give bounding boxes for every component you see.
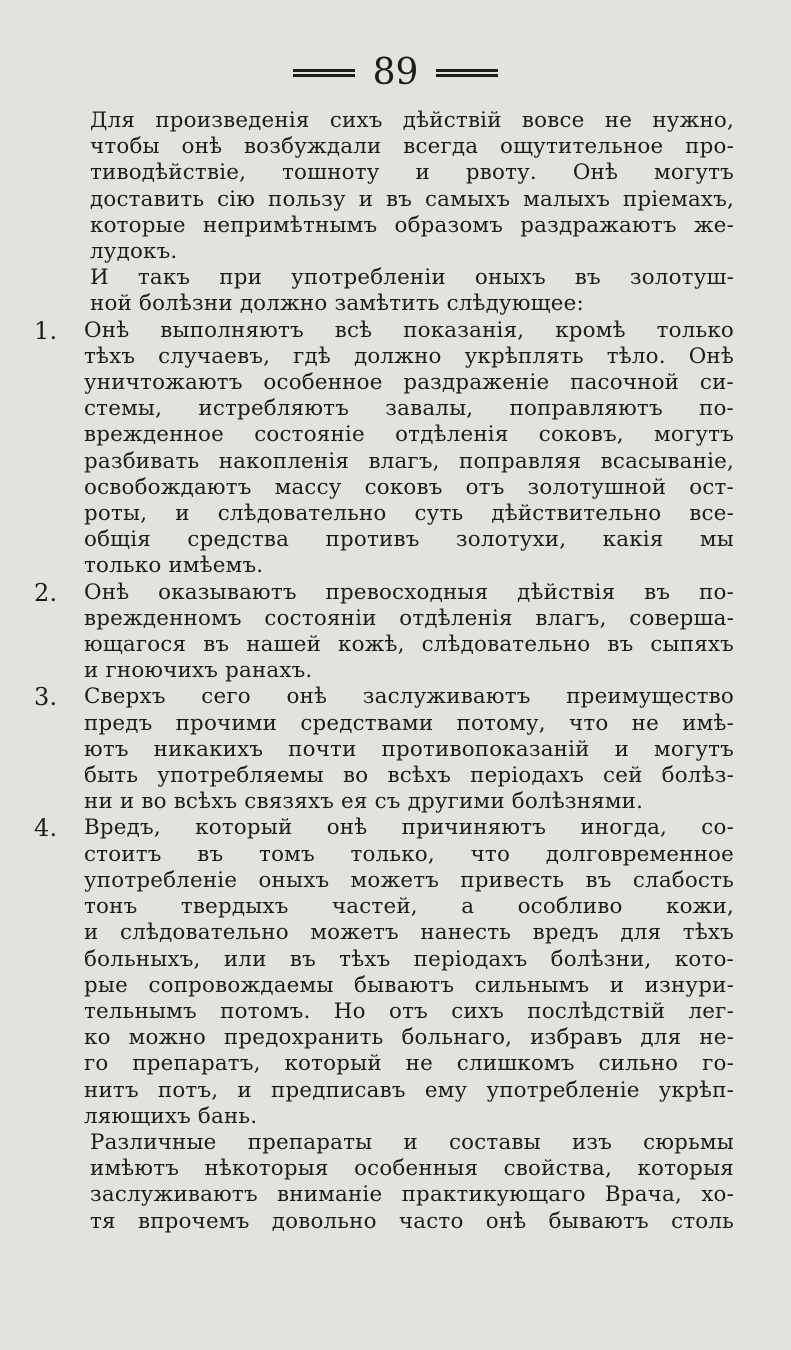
item-number: 1. bbox=[34, 316, 58, 345]
text-line: стоитъ въ томъ только, что долговременное bbox=[84, 841, 734, 867]
text-line: которые непримѣтнымъ образомъ раздражаютъ же- bbox=[90, 212, 734, 238]
text-line: ютъ никакихъ почти противопоказаній и могутъ bbox=[84, 736, 734, 762]
intro-paragraph bbox=[34, 108, 734, 265]
text-line: уничтожаютъ особенное раздраженіе пасочной си- bbox=[84, 370, 734, 396]
text-line: больныхъ, или въ тѣхъ періодахъ болѣзни, кото- bbox=[84, 946, 734, 972]
text-line: И такъ при употребленіи оныхъ въ золотуш- bbox=[90, 265, 734, 291]
text-line: Онѣ оказываютъ превосходныя дѣйствія въ по- bbox=[84, 579, 734, 605]
item-text bbox=[84, 318, 734, 580]
text-line: чтобы онѣ возбуждали всегда ощутительное про- bbox=[90, 134, 734, 160]
text-line: Для произведенія сихъ дѣйствій вовсе не нужно, bbox=[90, 108, 734, 133]
text-line: имѣютъ нѣкоторыя особенныя свойства, которыя bbox=[90, 1156, 734, 1182]
text-line: ляющихъ бань. bbox=[84, 1103, 258, 1129]
text-line: го препаратъ, который не слишкомъ сильно го- bbox=[84, 1051, 734, 1077]
text-line: ющагося въ нашей кожѣ, слѣдовательно въ сыпяхъ bbox=[84, 632, 734, 658]
text-line: Вредъ, который онѣ причиняютъ иногда, со- bbox=[84, 815, 734, 841]
text-line: ной болѣзни должно замѣтить слѣдующее: bbox=[90, 291, 584, 317]
header-rule-right bbox=[436, 69, 498, 77]
list-item-3 bbox=[34, 684, 734, 815]
text-line: быть употребляемы во всѣхъ періодахъ сей болѣз- bbox=[84, 763, 734, 789]
item-number: 2. bbox=[34, 578, 58, 607]
item-number: 4. bbox=[34, 814, 58, 843]
text-line: употребленіе оныхъ можетъ привесть въ слабость bbox=[84, 867, 734, 893]
text-line: нитъ потъ, и предписавъ ему употребленіе укрѣп- bbox=[84, 1077, 734, 1103]
text-line: и слѣдовательно можетъ нанесть вредъ для тѣхъ bbox=[84, 920, 734, 946]
item-text bbox=[84, 684, 734, 815]
text-line: только имѣемъ. bbox=[84, 553, 264, 579]
item-text bbox=[84, 580, 734, 685]
text-line: предъ прочими средствами потому, что не имѣ- bbox=[84, 710, 734, 736]
text-line: тельнымъ потомъ. Но отъ сихъ послѣдствій лег- bbox=[84, 998, 734, 1024]
text-line: тиводѣйствіе, тошноту и рвоту. Онѣ могутъ bbox=[90, 160, 734, 186]
transition-paragraph bbox=[34, 265, 734, 317]
text-line: ко можно предохранить больнаго, избравъ для не- bbox=[84, 1025, 734, 1051]
item-number: 3. bbox=[34, 683, 58, 712]
text-line: врежденномъ состояніи отдѣленія влагъ, соверша- bbox=[84, 605, 734, 631]
text-line: Сверхъ сего онѣ заслуживаютъ преимущество bbox=[84, 684, 734, 710]
text-line: Онѣ выполняютъ всѣ показанія, кромѣ только bbox=[84, 317, 734, 343]
text-line: тонъ твердыхъ частей, а особливо кожи, bbox=[84, 894, 734, 920]
text-line: Различные препараты и составы изъ сюрьмы bbox=[90, 1129, 734, 1155]
list-item-4 bbox=[34, 815, 734, 1129]
text-line: доставить сію пользу и въ самыхъ малыхъ пріемахъ, bbox=[90, 186, 734, 212]
text-line: и гноючихъ ранахъ. bbox=[84, 658, 313, 684]
text-line: ни и во всѣхъ связяхъ ея съ другими болѣзнями. bbox=[84, 789, 644, 815]
text-line: лудокъ. bbox=[90, 239, 178, 265]
page-number: 89 bbox=[372, 52, 419, 93]
list-item-1 bbox=[34, 318, 734, 580]
text-line: заслуживаютъ вниманіе практикующаго Врача, хо- bbox=[90, 1182, 734, 1208]
body-text bbox=[34, 108, 734, 1235]
header-rule-left bbox=[293, 69, 355, 77]
final-paragraph bbox=[34, 1130, 734, 1235]
text-line: общія средства противъ золотухи, какія мы bbox=[84, 527, 734, 553]
text-line: тя впрочемъ довольно часто онѣ бываютъ столь bbox=[90, 1208, 734, 1234]
text-line: роты, и слѣдовательно суть дѣйствительно все- bbox=[84, 501, 734, 527]
text-line: врежденное состояніе отдѣленія соковъ, могутъ bbox=[84, 422, 734, 448]
text-line: тѣхъ случаевъ, гдѣ должно укрѣплять тѣло. Онѣ bbox=[84, 343, 734, 369]
page-header bbox=[0, 52, 791, 93]
item-text bbox=[84, 815, 734, 1129]
text-line: разбивать накопленія влагъ, поправляя всасываніе, bbox=[84, 448, 734, 474]
text-line: стемы, истребляютъ завалы, поправляютъ по- bbox=[84, 396, 734, 422]
list-item-2 bbox=[34, 580, 734, 685]
text-line: рые сопровождаемы бываютъ сильнымъ и изнури- bbox=[84, 972, 734, 998]
text-line: освобождаютъ массу соковъ отъ золотушной ост- bbox=[84, 474, 734, 500]
